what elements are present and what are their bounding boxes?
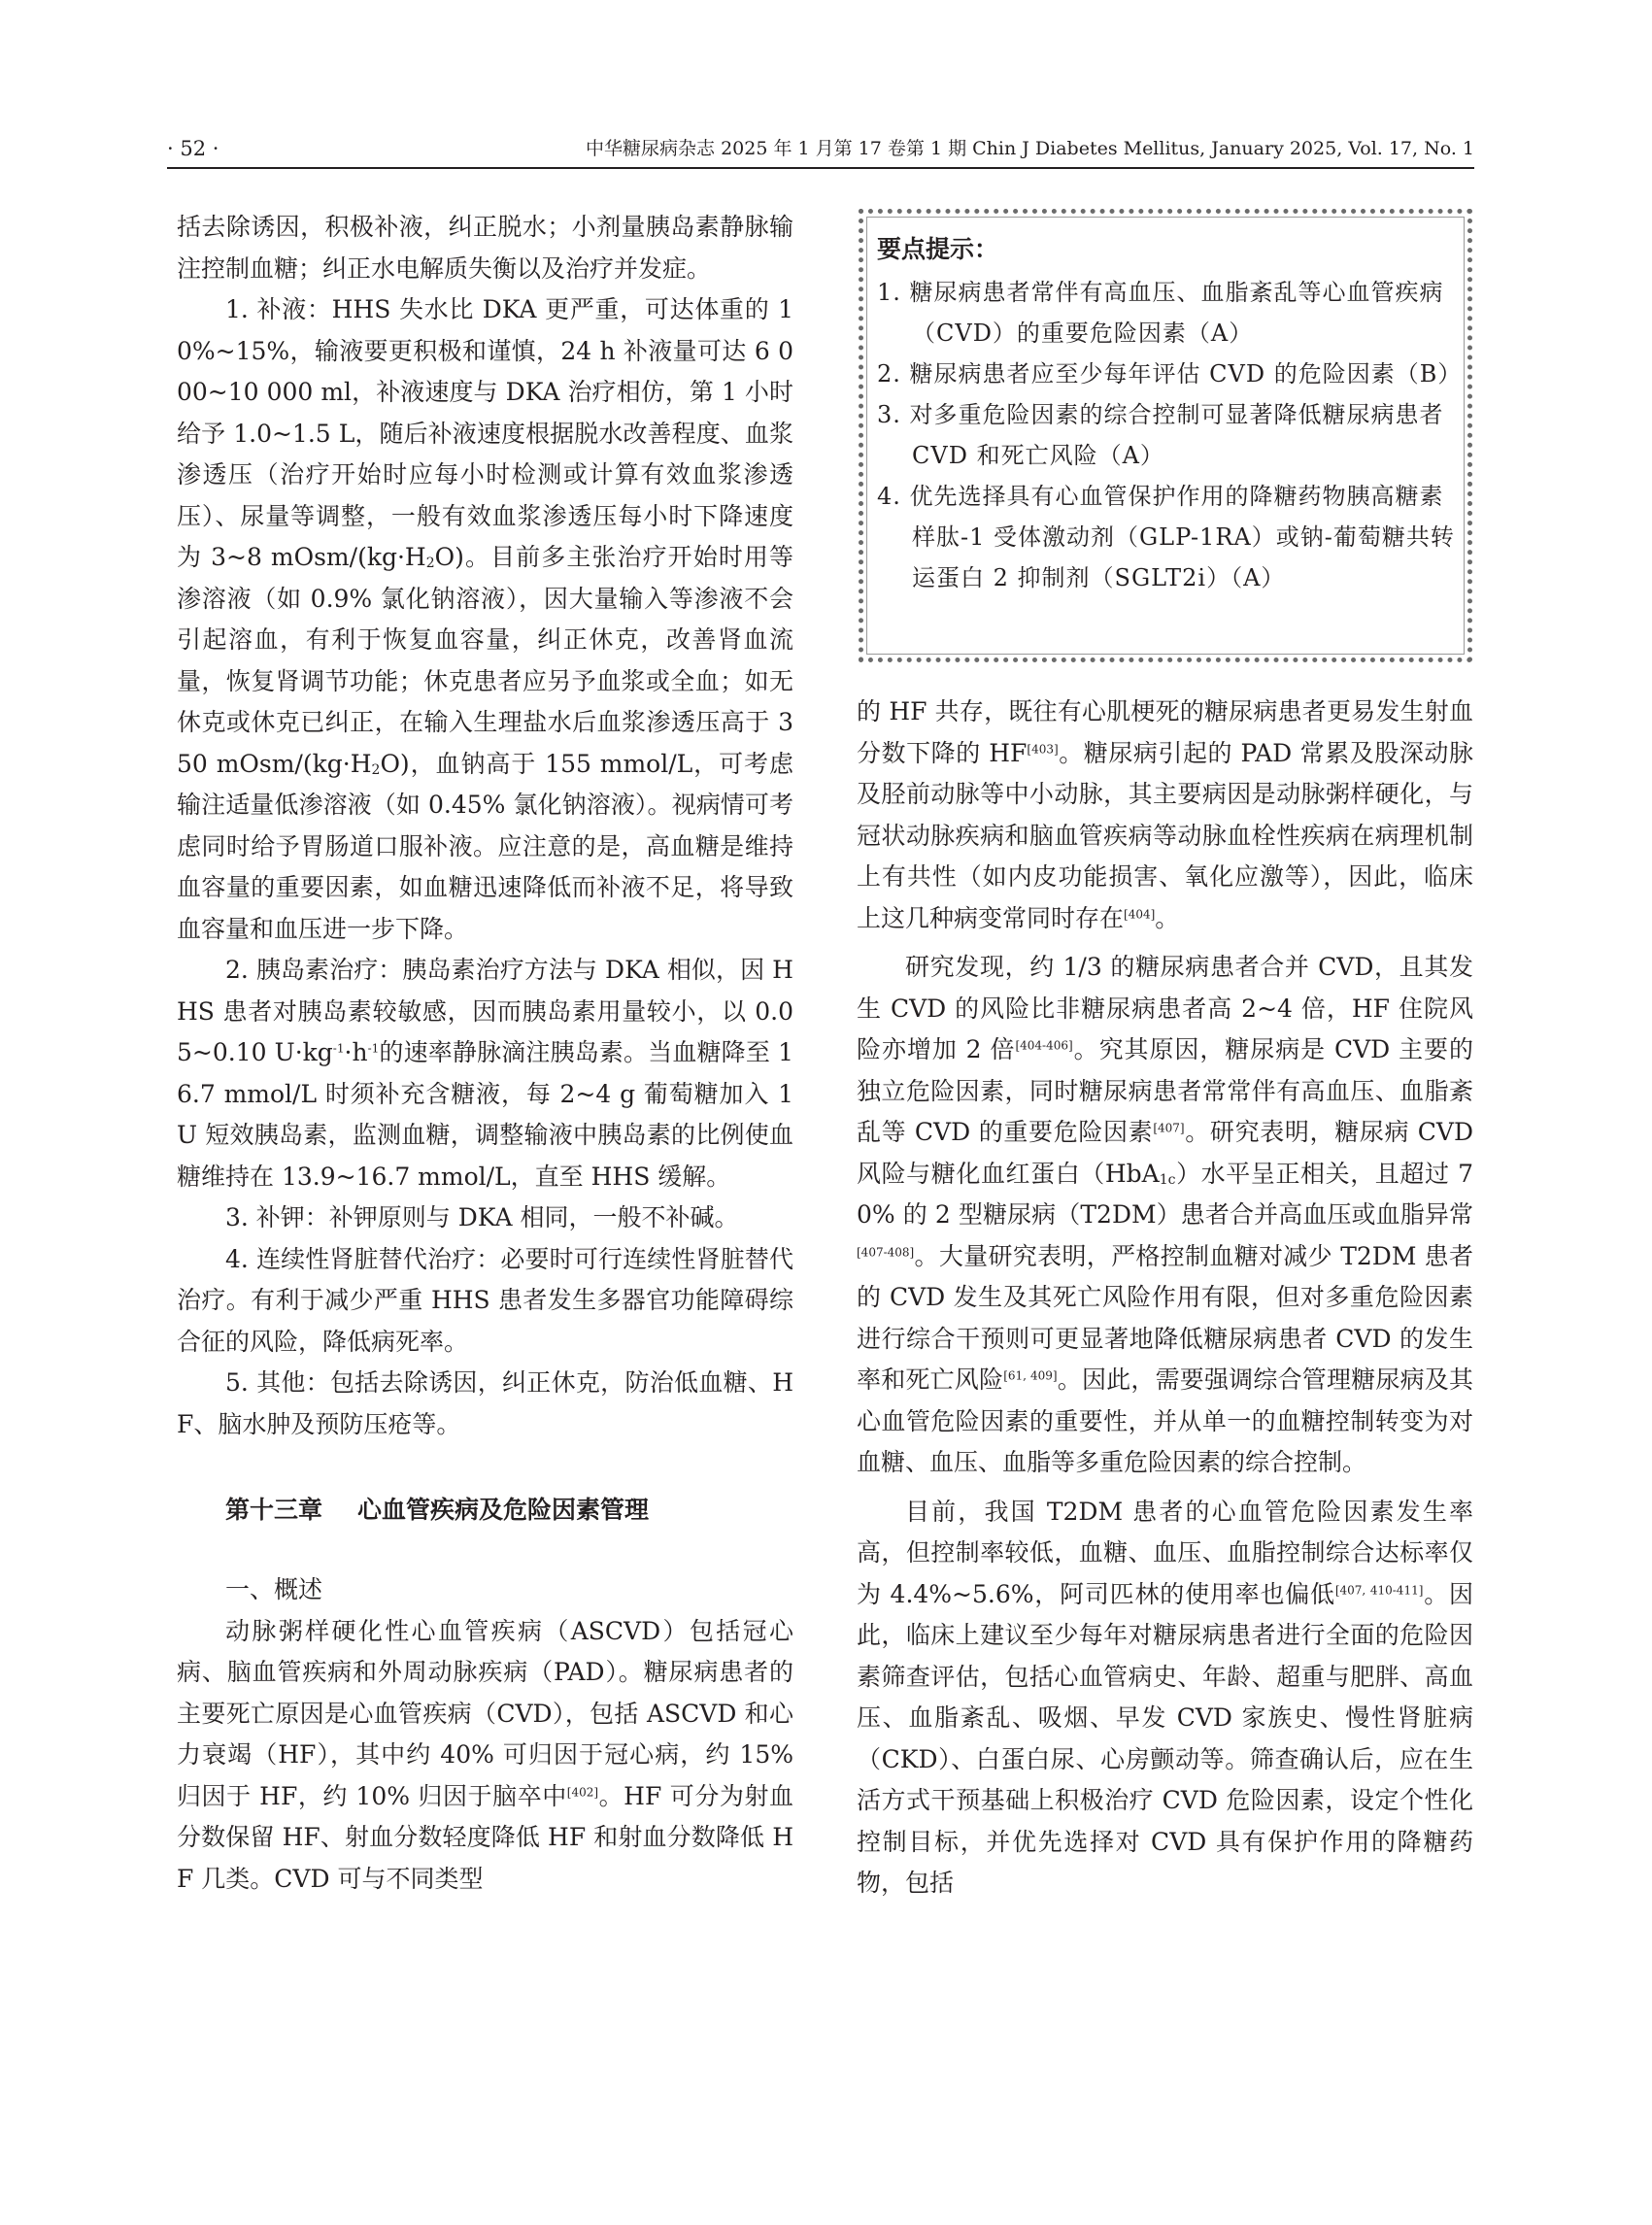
page-header <box>167 134 1474 169</box>
key-point-item: 4. 优先选择具有心血管保护作用的降糖药物胰高糖素样肽-1 受体激动剂（GLP-1RA）或钠-葡萄糖共转运蛋白 2 抑制剂（SGLT2i）（A） <box>877 483 1455 591</box>
paragraph-other: 5. 其他：包括去除诱因，纠正休克，防治低血糖、HF、脑水肿及预防压疮等。 <box>177 1368 793 1438</box>
paragraph-risk-screening: 目前，我国 T2DM 患者的心血管危险因素发生率高，但控制率较低，血糖、血压、血脂控制综合达标率仅为 4.4%~5.6%，阿司匹林的使用率也偏低[407, 410-411]。因此，临床上建议至少每年对糖尿病患者进行全面的危险因素筛查评估，包括心血管病史、年龄、超重与肥胖、高血压、血脂紊乱、吸烟、早发 CVD 家族史、慢性肾脏病（CKD）、白蛋白尿、心房颤动等。筛查确认后，应在生活方式干预基础上积极治疗 CVD 危险因素，设定个性化控制目标，并优先选择对 CVD 具有保护作用的降糖药物，包括 <box>857 1497 1473 1897</box>
citation: [404-406] <box>1015 1038 1073 1053</box>
citation: [407] <box>1153 1121 1185 1135</box>
key-point-item: 2. 糖尿病患者应至少每年评估 CVD 的危险因素（B） <box>877 360 1463 388</box>
citation: [407-408] <box>857 1245 915 1260</box>
left-column <box>177 207 793 1900</box>
paragraph-treatment-summary: 括去除诱因，积极补液，纠正脱水；小剂量胰岛素静脉输注控制血糖；纠正水电解质失衡以及治疗并发症。 <box>177 213 793 283</box>
chapter-number: 第十三章 <box>225 1496 323 1524</box>
paragraph-potassium: 3. 补钾：补钾原则与 DKA 相同，一般不补碱。 <box>225 1203 739 1231</box>
citation: [402] <box>566 1785 599 1800</box>
right-column <box>857 691 1473 1905</box>
paragraph-insulin-therapy: 2. 胰岛素治疗：胰岛素治疗方法与 DKA 相似，因 HHS 患者对胰岛素较敏感，因而胰岛素用量较小，以 0.05~0.10 $U\cdot kg^{-1}\cdot h^{-1}$的速率静脉滴注胰岛素。当血糖降至 16.7 mmol/L 时须补充含糖液，每 2~4 g 葡萄糖加入 1 U 短效胰岛素，监测血糖，调整输液中胰岛素的比例使血糖维持在 13.9~16.7 mmol/L，直至 HHS 缓解。 <box>177 956 793 1191</box>
journal-citation: 中华糖尿病杂志 2025 年 1 月第 17 卷第 1 期 Chin J Diabetes Mellitus, January 2025, Vol. 17, No. 1 <box>586 138 1474 159</box>
key-point-item: 3. 对多重危险因素的综合控制可显著降低糖尿病患者 CVD 和死亡风险（A） <box>877 401 1444 469</box>
citation: [407, 410-411] <box>1334 1583 1424 1598</box>
paragraph-overview: 动脉粥样硬化性心血管疾病（ASCVD）包括冠心病、脑血管疾病和外周动脉疾病（PAD）。糖尿病患者的主要死亡原因是心血管疾病（CVD），包括 ASCVD 和心力衰竭（HF），其中约 40% 可归因于冠心病，约 15% 归因于 HF，约 10% 归因于脑卒中[402]。HF 可分为射血分数保留 HF、射血分数轻度降低 HF 和射血分数降低 HF 几类。CVD 可与不同类型 <box>177 1616 793 1893</box>
paragraph-hf-pad: 的 HF 共存，既往有心肌梗死的糖尿病患者更易发生射血分数下降的 HF[403]。糖尿病引起的 PAD 常累及股深动脉及胫前动脉等中小动脉，其主要病因是动脉粥样硬化，与冠状动脉疾病和脑血管疾病等动脉血栓性疾病在病理机制上有共性（如内皮功能损害、氧化应激等），因此，临床上这几种病变常同时存在[404]。 <box>857 697 1473 932</box>
paragraph-fluid-replacement: 1. 补液：HHS 失水比 DKA 更严重，可达体重的 10%~15%，输液要更积极和谨慎，24 h 补液量可达 6 000~10 000 ml，补液速度与 DKA 治疗相仿，第 1 小时给予 1.0~1.5 L，随后补液速度根据脱水改善程度、血浆渗透压（治疗开始时应每小时检测或计算有效血浆渗透压）、尿量等调整，一般有效血浆渗透压每小时下降速度为 3~8 mOsm/$(kg\cdot H_2O)$。目前多主张治疗开始时用等渗溶液（如 0.9% 氯化钠溶液），因大量输入等渗液不会引起溶血，有利于恢复血容量，纠正休克，改善肾血流量，恢复肾调节功能；休克患者应另予血浆或全血；如无休克或休克已纠正，在输入生理盐水后血浆渗透压高于 350 mOsm/$(kg\cdot H_2O)$，血钠高于 155 mmol/L，可考虑输注适量低渗溶液（如 0.45% 氯化钠溶液）。视病情可考虑同时给予胃肠道口服补液。应注意的是，高血糖是维持血容量的重要因素，如血糖迅速降低而补液不足，将导致血容量和血压进一步下降。 <box>177 295 793 943</box>
chapter-heading <box>177 1490 793 1531</box>
citation: [403] <box>1027 742 1059 757</box>
key-points-title: 要点提示： <box>877 235 999 263</box>
key-points-list <box>877 272 1463 598</box>
key-points-box <box>859 209 1472 662</box>
citation: [404] <box>1124 907 1156 922</box>
citation: [61, 409] <box>1003 1368 1058 1383</box>
paragraph-crrt: 4. 连续性肾脏替代治疗：必要时可行连续性肾脏替代治疗。有利于减少严重 HHS 患者发生多器官功能障碍综合征的风险，降低病死率。 <box>177 1244 793 1356</box>
paragraph-cvd-risk: 研究发现，约 1/3 的糖尿病患者合并 CVD，且其发生 CVD 的风险比非糖尿病患者高 2~4 倍，HF 住院风险亦增加 2 倍[404-406]。究其原因，糖尿病是 CVD 主要的独立危险因素，同时糖尿病患者常常伴有高血压、血脂紊乱等 CVD 的重要危险因素[407]。研究表明，糖尿病 CVD 风险与糖化血红蛋白（HbA$_{1c}$）水平呈正相关，且超过 70% 的 2 型糖尿病（T2DM）患者合并高血压或血脂异常[407-408]。大量研究表明，严格控制血糖对减少 T2DM 患者的 CVD 发生及其死亡风险作用有限，但对多重危险因素进行综合干预则可更显著地降低糖尿病患者 CVD 的发生率和死亡风险[61, 409]。因此，需要强调综合管理糖尿病及其心血管危险因素的重要性，并从单一的血糖控制转变为对血糖、血压、血脂等多重危险因素的综合控制。 <box>857 953 1473 1476</box>
key-point-item: 1. 糖尿病患者常伴有高血压、血脂紊乱等心血管疾病（CVD）的重要危险因素（A） <box>877 279 1444 347</box>
page-number: · 52 · <box>167 137 219 160</box>
section-heading: 一、概述 <box>225 1575 323 1603</box>
chapter-title: 心血管疾病及危险因素管理 <box>357 1496 650 1524</box>
